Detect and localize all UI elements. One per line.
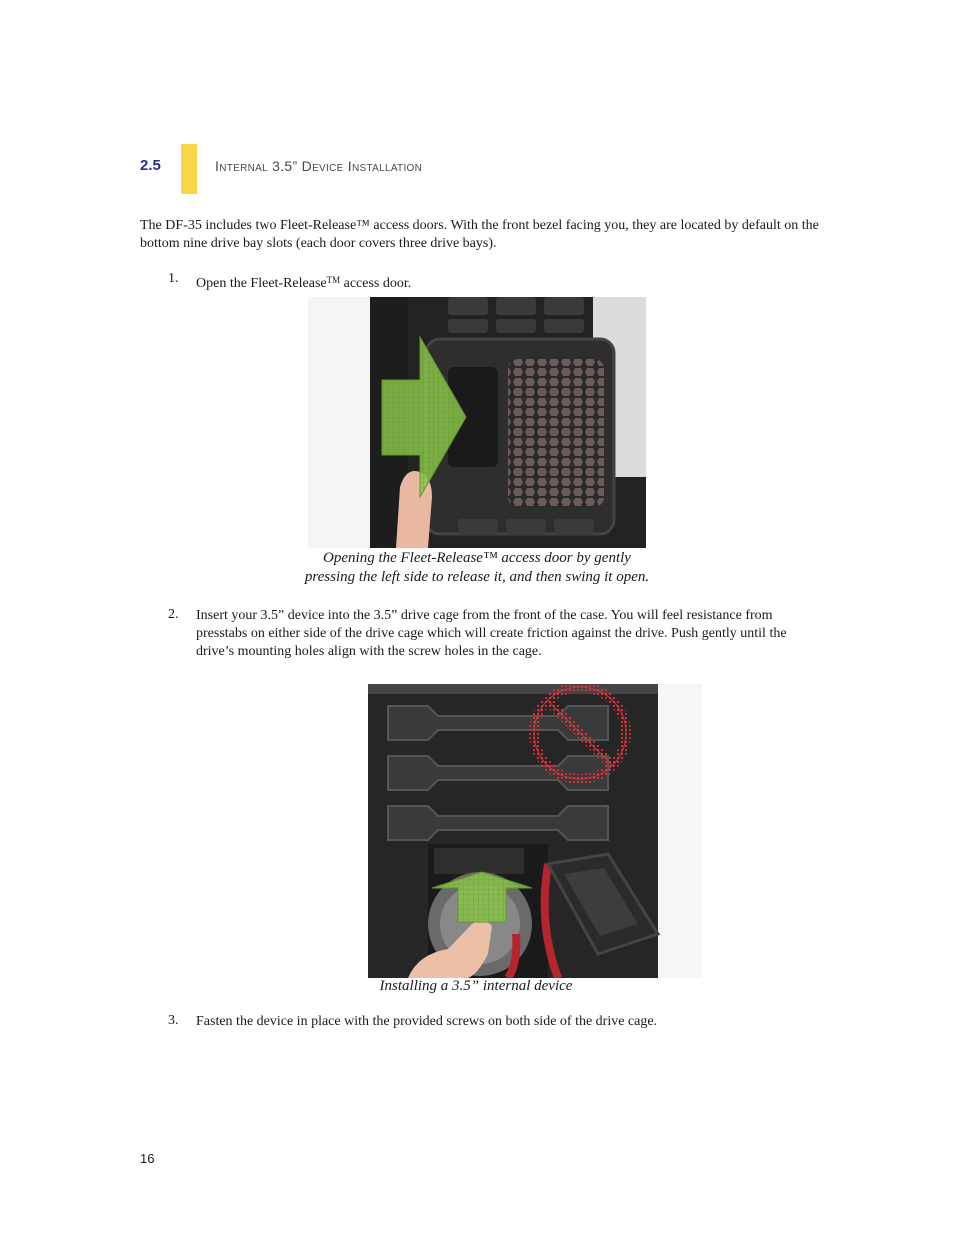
page-number: 16	[140, 1151, 155, 1166]
step-3-number: 3.	[168, 1013, 179, 1028]
step-2-number: 2.	[168, 607, 179, 622]
section-number: 2.5	[140, 157, 161, 174]
step-3-text: Fasten the device in place with the provided screws on both side of the drive cage.	[196, 1014, 658, 1029]
step-1-text: Open the Fleet-Release™ access door.	[196, 275, 412, 291]
figure-1-caption-line-2: pressing the left side to release it, and then swing it open.	[304, 569, 650, 585]
fleet-release-door-image	[308, 297, 646, 548]
figure-1-caption	[280, 549, 674, 587]
step-2-text: Insert your 3.5” device into the 3.5” drive cage from the front of the case. You will feel resistance from presstabs on either side of the drive cage which will create friction against the drive. Push gently until the drive’s mounting holes align with the screw holes in the cage.	[196, 608, 787, 659]
figure-1-caption-line-1: Opening the Fleet-Release™ access door by gently	[323, 550, 631, 566]
section-accent-bar	[181, 144, 197, 194]
drive-installation-image	[368, 684, 702, 978]
figure-2-photo	[368, 684, 702, 978]
figure-2-caption: Installing a 3.5” internal device	[379, 978, 573, 994]
intro-paragraph: The DF-35 includes two Fleet-Release™ access doors. With the front bezel facing you, they are located by default on the bottom nine drive bay slots (each door covers three drive bays).	[140, 218, 819, 251]
section-title: Internal 3.5” Device Installation	[215, 158, 423, 174]
figure-1-photo	[308, 297, 646, 548]
step-1-number: 1.	[168, 271, 179, 286]
